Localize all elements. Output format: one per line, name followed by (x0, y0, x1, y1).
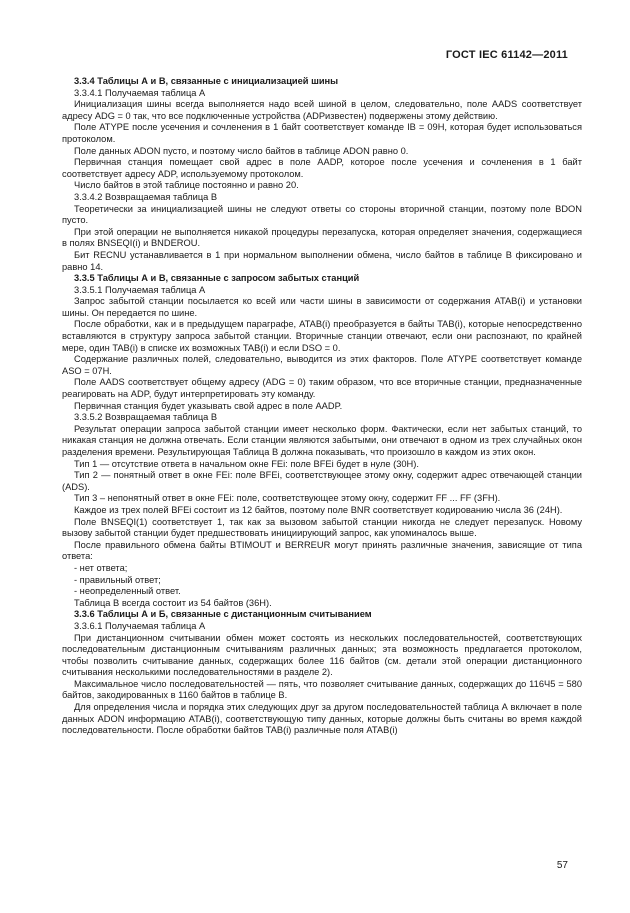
subsection-heading: 3.3.4.1 Получаемая таблица А (74, 87, 206, 98)
paragraph: Поле AADS соответствует общему адресу (ADG = 0) таким образом, что все вторичные станции, предназначенные реагировать на ADP, будут интерпретировать эту команду. (62, 377, 582, 400)
paragraph: При дистанционном считывании обмен может состоять из нескольких последовательностей, соответствующих последовательным дистанционным считываниям различных данных; эта возможность предлагается протоколом, чтобы позволить считывание данных, содержащих более 116 байтов (см. детали этой операции дистанционного считывания несколькими последовательностями в разделе 2). (62, 632, 582, 678)
list-item: - правильный ответ; (74, 574, 161, 585)
document-body (62, 76, 582, 737)
paragraph: Поле ATYPE после усечения и сочленения в 1 байт соответствует команде IB = 09H, которая будет использоваться протоколом. (62, 122, 582, 144)
page-number: 57 (556, 860, 568, 871)
paragraph: Тип 3 – непонятный ответ в окне FEi: поле, соответствующее этому окну, содержит FF ... FF (3FH). (74, 493, 501, 504)
paragraph: После правильного обмена байты BTIMOUT и BERREUR могут принять различные значения, зависящие от типа ответа: (62, 539, 582, 562)
paragraph: Бит RECNU устанавливается в 1 при нормальном выполнении обмена, число байтов в таблице В фиксировано и равно 14. (62, 249, 582, 272)
section-heading: 3.3.5 Таблицы А и В, связанные с запросом забытых станций (74, 273, 360, 284)
paragraph: Тип 2 — понятный ответ в окне FEi: поле BFEi, соответствующее этому окну, содержит адрес отвечающей станции (ADS). (62, 470, 582, 492)
paragraph: После обработки, как и в предыдущем параграфе, ATAB(i) преобразуется в байты TAB(i), которые непосредственно вставляются в структуру запроса забытой станции. Вторичные станции отвечают, если они распознают, по крайней мере, один TAB(i) в списке их возможных TAB(i) и если DSO = 0. (62, 319, 582, 353)
paragraph: Инициализация шины всегда выполняется надо всей шиной в целом, следовательно, поле AADS соответствует адресу ADG = 0 так, что все подключенные устройства (ADPизвестен) подвержены этому действию. (62, 99, 582, 121)
paragraph: Для определения числа и порядка этих следующих друг за другом последовательностей таблица А включает в поле данных ADON информацию ATAB(i), соответствующую типу данных, которые должны быть считаны во время каждой последовательности. После обработки байтов TAB(i) различные поля ATAB(i) (62, 702, 582, 736)
paragraph: Таблица В всегда состоит из 54 байтов (36H). (74, 597, 272, 608)
paragraph: Поле BNSEQI(1) соответствует 1, так как за вызовом забытой станции никогда не следует перезапуск. Новому вызову забытой станции будет предшествовать инициирующий запрос, как упоминалось выше. (62, 516, 582, 539)
standard-header: ГОСТ IEC 61142—2011 (445, 49, 568, 61)
paragraph: Запрос забытой станции посылается ко всей или части шины в зависимости от содержания ATAB(i) и установки шины. Он передается по шине. (62, 296, 582, 318)
paragraph: Тип 1 — отсутствие ответа в начальном окне FEi: поле BFEi будет в нуле (30H). (74, 458, 419, 469)
subsection-heading: 3.3.5.2 Возвращаемая таблица В (74, 412, 218, 423)
subsection-heading: 3.3.6.1 Получаемая таблица А (74, 620, 206, 631)
paragraph: Теоретически за инициализацией шины не следуют ответы со стороны вторичной станции, поэтому поле BDON пусто. (62, 203, 582, 226)
list-item: - нет ответа; (74, 562, 128, 573)
paragraph: Первичная станция будет указывать свой адрес в поле AADP. (74, 400, 343, 411)
section-heading: 3.3.4 Таблицы А и В, связанные с инициализацией шины (74, 76, 339, 86)
paragraph: Число байтов в этой таблице постоянно и равно 20. (74, 180, 299, 191)
section-heading: 3.3.6 Таблицы А и Б, связанные с дистанционным считыванием (74, 609, 372, 620)
list-item: - неопределенный ответ. (74, 586, 181, 597)
paragraph: Результат операции запроса забытой станции имеет несколько форм. Фактически, если нет забытых станций, то никакая станция не должна отвечать. Если станции являются забытыми, они отвечают в одном из трех случайных окон разделения времени. Результирующая Таблица В должна показывать, что произошло в каждом из этих окон. (62, 423, 582, 457)
subsection-heading: 3.3.4.2 Возвращаемая таблица В (74, 191, 218, 202)
paragraph: Поле данных ADON пусто, и поэтому число байтов в таблице ADON равно 0. (74, 145, 409, 156)
paragraph: Максимальное число последовательностей — пять, что позволяет считывание данных, содержащих до 116Ч5 = 580 байтов, закодированных в 1160 байтов в таблице В. (62, 678, 582, 701)
paragraph: Содержание различных полей, следовательно, выводится из этих факторов. Поле ATYPE соответствует команде ASO = 07H. (62, 354, 582, 376)
paragraph: Первичная станция помещает свой адрес в поле AADP, которое после усечения и сочленения в 1 байт соответствует адресу ADP, используемому протоколом. (62, 157, 582, 179)
paragraph: При этой операции не выполняется никакой процедуры перезапуска, которая определяет значения, содержащиеся в полях BNSEQI(i) и BNDEROU. (62, 226, 582, 249)
paragraph: Каждое из трех полей BFEi состоит из 12 байтов, поэтому поле BNR соответствует кодированию числа 36 (24H). (74, 504, 563, 515)
subsection-heading: 3.3.5.1 Получаемая таблица А (74, 284, 206, 295)
